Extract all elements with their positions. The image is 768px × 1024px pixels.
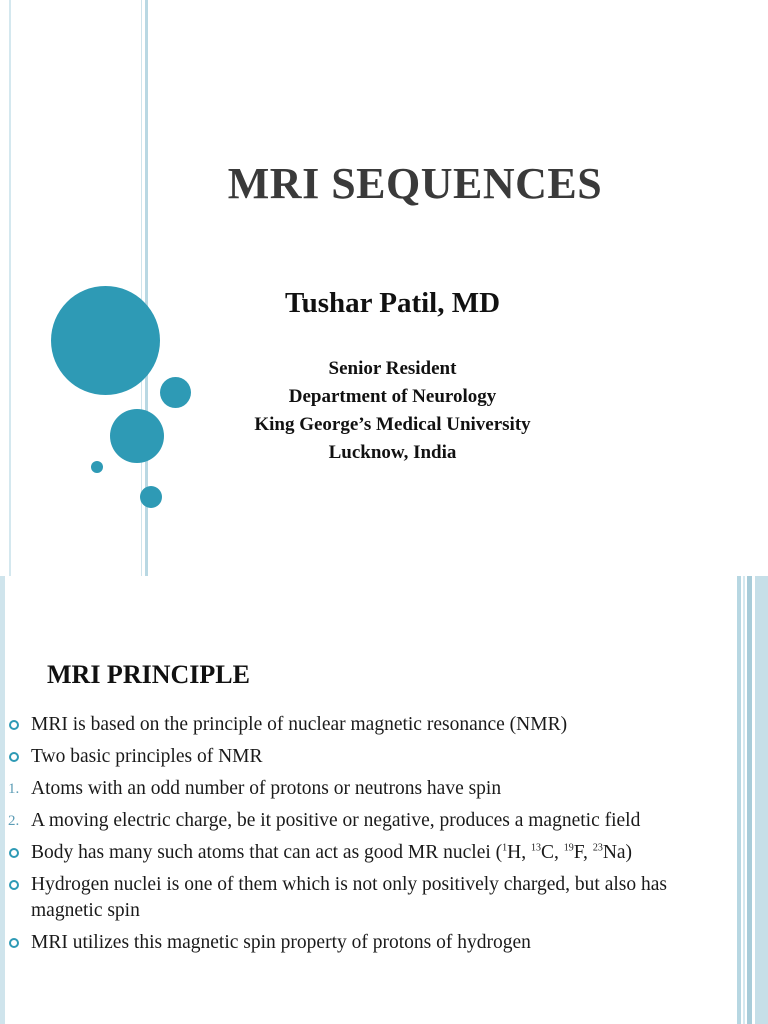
principle-list bbox=[8, 712, 678, 962]
affiliation-line: King George’s Medical University bbox=[254, 414, 531, 435]
author-name: Tushar Patil, MD bbox=[284, 287, 501, 319]
list-item-text: MRI utilizes this magnetic spin property of protons of hydrogen bbox=[31, 932, 531, 953]
list-item-text: Atoms with an odd number of protons or neutrons have spin bbox=[31, 778, 502, 799]
list-item bbox=[8, 744, 678, 770]
decorative-circle-small bbox=[91, 461, 103, 473]
content-slide bbox=[0, 576, 768, 1024]
affiliation-line: Lucknow, India bbox=[328, 442, 457, 463]
list-item-text: A moving electric charge, be it positive or negative, produces a magnetic field bbox=[31, 810, 641, 831]
list-item: 2. A moving electric charge, be it positive or negative, produces a magnetic field bbox=[8, 810, 641, 831]
affiliation-block bbox=[200, 355, 585, 467]
decorative-line bbox=[747, 576, 752, 1024]
affiliation-line: Department of Neurology bbox=[288, 386, 497, 407]
list-item bbox=[8, 930, 678, 956]
list-item: 1. Atoms with an odd number of protons or neutrons have spin bbox=[8, 778, 502, 799]
decorative-circle bbox=[140, 486, 162, 508]
list-item-text: Hydrogen nuclei is one of them which is not only positively charged, but also has magnetic spin bbox=[31, 874, 667, 921]
presentation-title: MRI SEQUENCES bbox=[227, 159, 603, 208]
affiliation-line: Senior Resident bbox=[328, 358, 457, 379]
decorative-line bbox=[737, 576, 741, 1024]
slide-title: MRI PRINCIPLE bbox=[47, 660, 250, 689]
list-item bbox=[8, 872, 678, 924]
decorative-line bbox=[0, 576, 5, 1024]
decorative-circle bbox=[160, 377, 191, 408]
decorative-circle bbox=[110, 409, 164, 463]
decorative-line bbox=[9, 0, 11, 576]
list-item-text: Two basic principles of NMR bbox=[31, 746, 263, 767]
list-item-text: Body has many such atoms that can act as good MR nuclei ($^1$H, $^{13}$C, $^{19}$F, $^{23}$Na) bbox=[31, 842, 633, 863]
decorative-line bbox=[755, 576, 768, 1024]
list-item bbox=[8, 840, 678, 866]
decorative-line bbox=[743, 576, 745, 1024]
list-item-text: MRI is based on the principle of nuclear magnetic resonance (NMR) bbox=[31, 714, 568, 735]
decorative-circle-large bbox=[51, 286, 160, 395]
list-item bbox=[8, 712, 678, 738]
